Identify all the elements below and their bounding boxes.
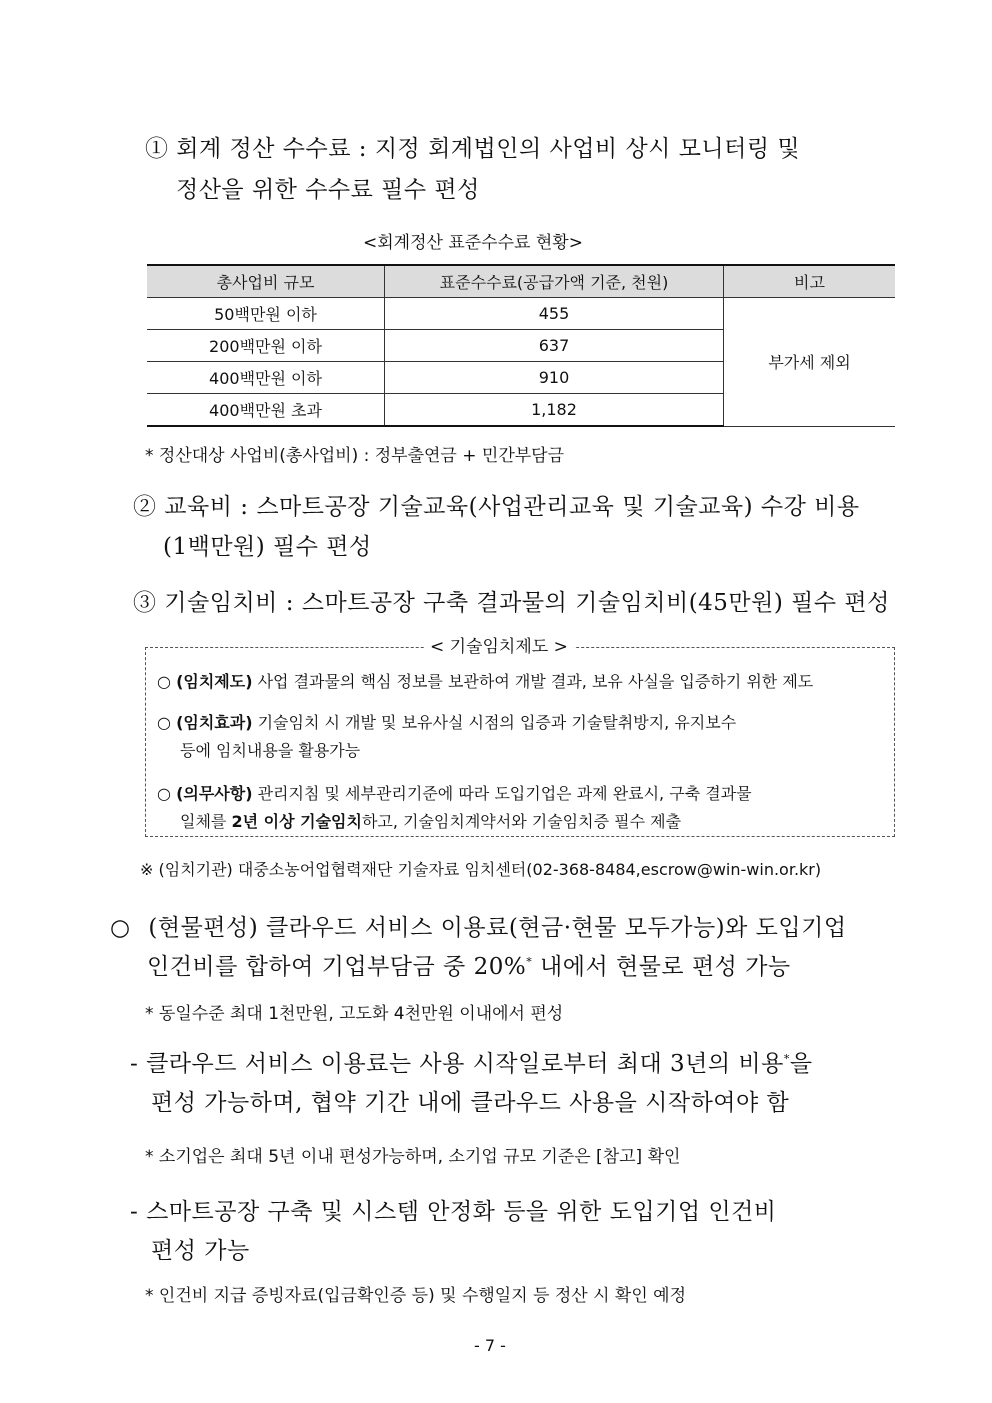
bullet-text: 하고, 기술임치계약서와 기술임치증 필수 제출: [361, 812, 682, 831]
bullet-circle: ○: [157, 784, 171, 803]
escrow-note: ※ (임치기관) 대중소농어업협력재단 기술자료 임치센터(02-368-8484,escrow@win-win.or.kr): [140, 860, 822, 879]
escrow-bullet-2-cont: 등에 임치내용을 활용가능: [180, 741, 361, 760]
cell-scale: 400백만원 초과: [147, 394, 385, 427]
item2-line1: ② 교육비 : 스마트공장 기술교육(사업관리교육 및 기술교육) 수강 비용: [133, 494, 860, 520]
table-header-scale: 총사업비 규모: [147, 265, 385, 298]
item2-line2: (1백만원) 필수 편성: [163, 534, 372, 560]
bullet-text: 관리지침 및 세부관리기준에 따라 도입기업은 과제 완료시, 구축 결과물: [252, 784, 752, 803]
inkind-line1: [110, 909, 847, 942]
escrow-bullet-3: [157, 781, 752, 804]
inkind-text: 인건비를 합하여 기업부담금 중 20%: [147, 954, 527, 980]
bullet-text: 기술임치 시 개발 및 보유사실 시점의 입증과 기술탈취방지, 유지보수: [252, 713, 737, 732]
inkind-text: (현물편성) 클라우드 서비스 이용료(현금·현물 모두가능)와 도입기업: [148, 915, 847, 941]
cloud-text: - 클라우드 서비스 이용료는 사용 시작일로부터 최대 3년의 비용: [130, 1051, 784, 1077]
item3-line1: ③ 기술임치비 : 스마트공장 구축 결과물의 기술임치비(45만원) 필수 편성: [133, 590, 890, 616]
cell-fee: 455: [385, 298, 724, 330]
bullet-label: (임치효과): [176, 713, 253, 732]
fee-table: [147, 264, 895, 427]
labor-line1: - 스마트공장 구축 및 시스템 안정화 등을 위한 도입기업 인건비: [130, 1199, 777, 1225]
footnote-mark: *: [783, 1052, 790, 1066]
bullet-text: 사업 결과물의 핵심 정보를 보관하여 개발 결과, 보유 사실을 입증하기 위한 제도: [252, 672, 814, 691]
cloud-footnote: * 소기업은 최대 5년 이내 편성가능하며, 소기업 규모 기준은 [참고] 확인: [145, 1147, 681, 1167]
cell-scale: 200백만원 이하: [147, 330, 385, 362]
bullet-circle: ○: [157, 672, 171, 691]
bullet-circle: ○: [110, 915, 131, 941]
item1-line1: ① 회계 정산 수수료 : 지정 회계법인의 사업비 상시 모니터링 및: [145, 136, 801, 162]
cloud-text: 을: [789, 1051, 813, 1077]
labor-line2: 편성 가능: [151, 1238, 250, 1264]
cell-scale: 400백만원 이하: [147, 362, 385, 394]
cloud-line2: 편성 가능하며, 협약 기간 내에 클라우드 사용을 시작하여야 함: [151, 1090, 790, 1116]
inkind-footnote: * 동일수준 최대 1천만원, 고도화 4천만원 이내에서 편성: [145, 1004, 564, 1024]
cell-fee: 1,182: [385, 394, 724, 427]
cell-note: 부가세 제외: [724, 298, 896, 427]
bullet-circle: ○: [157, 713, 171, 732]
page-number: - 7 -: [474, 1336, 506, 1355]
escrow-bullet-1: [157, 669, 813, 692]
escrow-bullet-3-cont: [180, 809, 681, 832]
table-header-fee: 표준수수료(공급가액 기준, 천원): [385, 265, 724, 298]
cell-fee: 910: [385, 362, 724, 394]
item1-line2: 정산을 위한 수수료 필수 편성: [176, 177, 480, 203]
table-footnote: * 정산대상 사업비(총사업비) : 정부출연금 + 민간부담금: [145, 446, 565, 466]
escrow-box-title: < 기술임치제도 >: [424, 632, 574, 657]
labor-footnote: * 인건비 지급 증빙자료(입금확인증 등) 및 수행일지 등 정산 시 확인 예정: [145, 1286, 687, 1306]
inkind-text: 내에서 현물로 편성 가능: [532, 954, 791, 980]
cell-scale: 50백만원 이하: [147, 298, 385, 330]
table-caption: <회계정산 표준수수료 현황>: [363, 233, 583, 253]
escrow-bullet-2: [157, 710, 736, 733]
bullet-label: (의무사항): [176, 784, 253, 803]
bullet-label: (임치제도): [176, 672, 253, 691]
bullet-text: 일체를: [180, 812, 232, 831]
table-header-note: 비고: [724, 265, 896, 298]
footnote-mark: *: [526, 955, 533, 969]
cloud-line1: [130, 1045, 813, 1078]
inkind-line2: [147, 948, 791, 981]
cell-fee: 637: [385, 330, 724, 362]
table-row: [147, 298, 895, 330]
bold-phrase: 2년 이상 기술임치: [231, 812, 362, 831]
